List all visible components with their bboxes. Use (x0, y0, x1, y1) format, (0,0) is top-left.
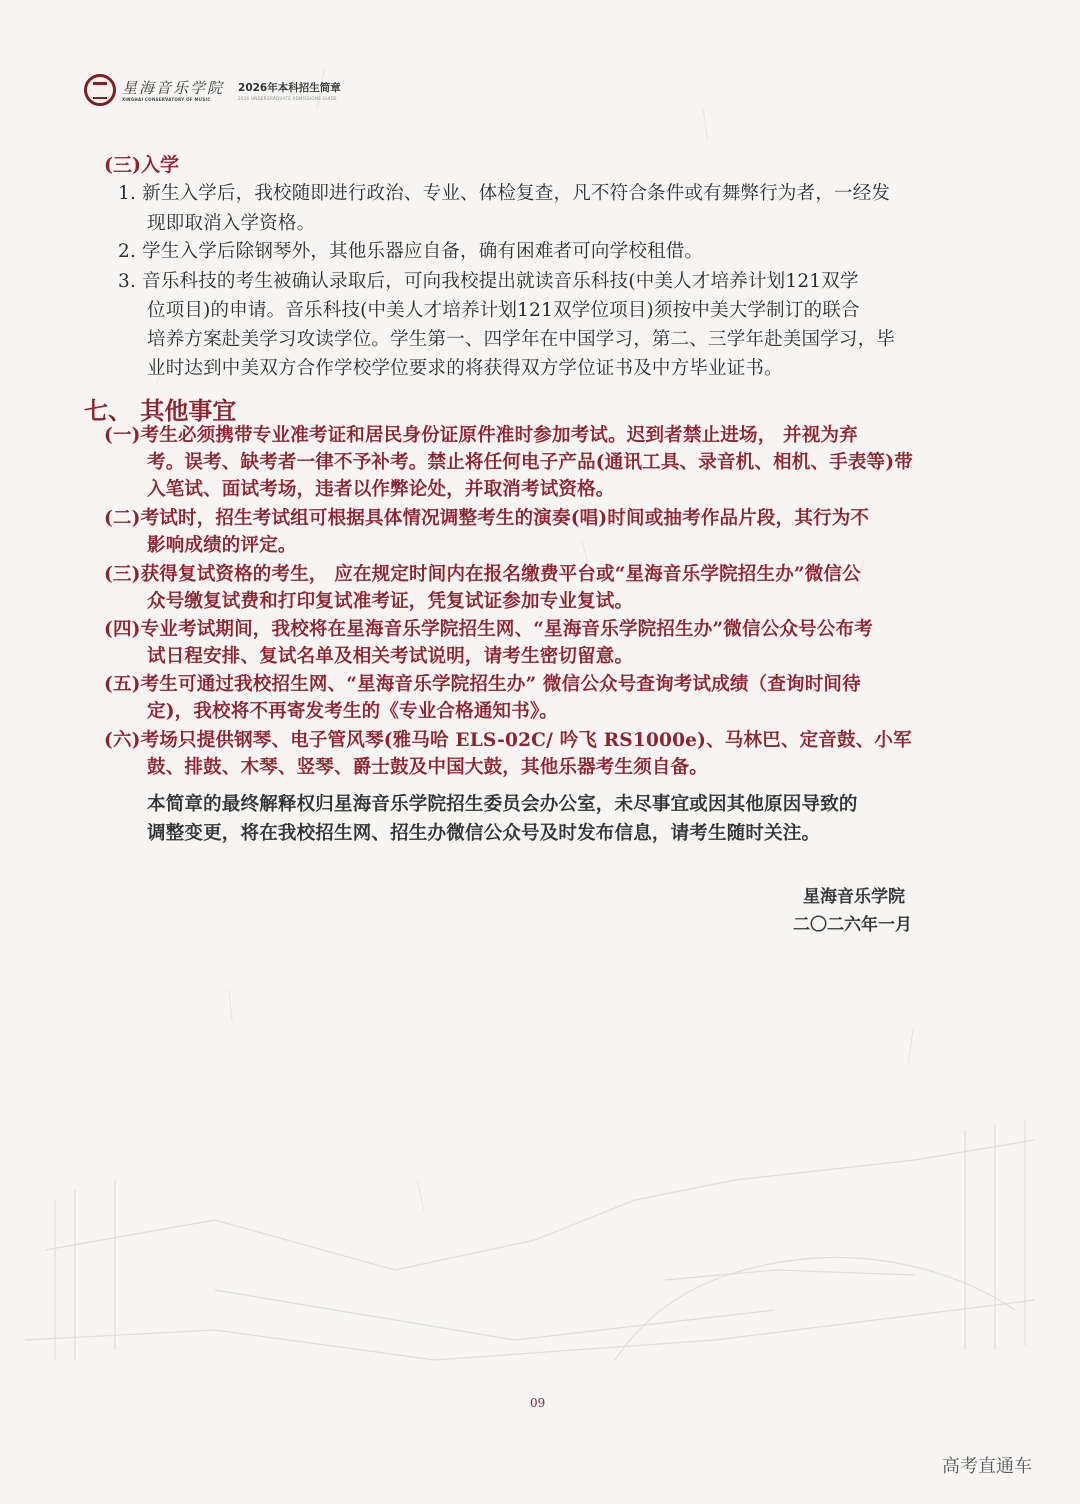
text-line: 位项目)的申请。音乐科技(中美人才培养计划121双学位项目)须按中美大学制订的联合 (147, 300, 860, 321)
source-watermark-tag: 高考直通车 (942, 1456, 1032, 1477)
text-line: 众号缴复试费和打印复试准考证，凭复试证参加专业复试。 (147, 591, 634, 612)
text-line: 业时达到中美双方合作学校学位要求的将获得双方学位证书及中方毕业证书。 (147, 358, 783, 379)
page-number: 09 (530, 1396, 546, 1410)
text-line: 3. 音乐科技的考生被确认录取后，可向我校提出就读音乐科技(中美人才培养计划121双学 (118, 271, 859, 292)
guide-subtitle: 2026 UNDERGRADUATE ADMISSIONS GUIDE (238, 95, 337, 101)
signature-org: 星海音乐学院 (803, 887, 905, 907)
guide-title-block (238, 80, 341, 101)
guide-title: 2026年本科招生简章 (238, 81, 341, 94)
text-line: 试日程安排、复试名单及相关考试说明，请考生密切留意。 (147, 646, 634, 667)
text-line: 考。误考、缺考者一律不予补考。禁止将任何电子产品(通讯工具、录音机、相机、手表等)带 (147, 452, 913, 473)
text-line: (三)获得复试资格的考生， 应在规定时间内在报名缴费平台或“星海音乐学院招生办”微信公 (104, 564, 861, 585)
signature-date: 二〇二六年一月 (793, 915, 912, 935)
enrollment-subheading: (三)入学 (104, 154, 179, 176)
text-line: 1. 新生入学后，我校随即进行政治、专业、体检复查，凡不符合条件或有舞弊行为者，一经发 (118, 183, 891, 204)
school-emblem-icon (84, 74, 116, 106)
text-line: 培养方案赴美学习攻读学位。学生第一、四学年在中国学习，第二、三学年赴美国学习，毕 (147, 329, 896, 350)
school-name-en: XINGHAI CONSERVATORY OF MUSIC (122, 96, 211, 102)
text-line: 调整变更，将在我校招生网、招生办微信公众号及时发布信息，请考生随时关注。 (147, 823, 821, 844)
text-line: (六)考场只提供钢琴、电子管风琴(雅马哈 ELS-02C/ 吟飞 RS1000e)、马林巴、定音鼓、小军 (104, 730, 912, 751)
text-line: (一)考生必须携带专业准考证和居民身份证原件准时参加考试。迟到者禁止进场， 并视为弃 (104, 425, 858, 446)
school-name-cn: 星海音乐学院 (122, 78, 225, 97)
text-line: (五)考生可通过我校招生网、“星海音乐学院招生办” 微信公众号查询考试成绩（查询时间待 (104, 674, 861, 695)
text-line: 现即取消入学资格。 (147, 213, 316, 234)
text-line: 影响成绩的评定。 (147, 535, 297, 556)
campus-sketch-watermark (15, 1100, 1045, 1380)
text-line: 定)，我校将不再寄发考生的《专业合格通知书》。 (147, 701, 559, 722)
text-line: 本简章的最终解释权归星海音乐学院招生委员会办公室，未尽事宜或因其他原因导致的 (147, 794, 858, 815)
text-line: (四)专业考试期间，我校将在星海音乐学院招生网、“星海音乐学院招生办”微信公众号公布考 (104, 619, 873, 640)
text-line: (二)考试时，招生考试组可根据具体情况调整考生的演奏(唱)时间或抽考作品片段，其行为不 (104, 508, 870, 529)
text-line: 2. 学生入学后除钢琴外，其他乐器应自备，确有困难者可向学校租借。 (118, 241, 704, 262)
page-header (84, 72, 341, 108)
section-heading-other-matters: 七、 其他事宜 (84, 396, 237, 425)
school-brand (122, 79, 224, 102)
text-line: 鼓、排鼓、木琴、竖琴、爵士鼓及中国大鼓，其他乐器考生须自备。 (147, 757, 709, 778)
text-line: 入笔试、面试考场，违者以作弊论处，并取消考试资格。 (147, 479, 615, 500)
